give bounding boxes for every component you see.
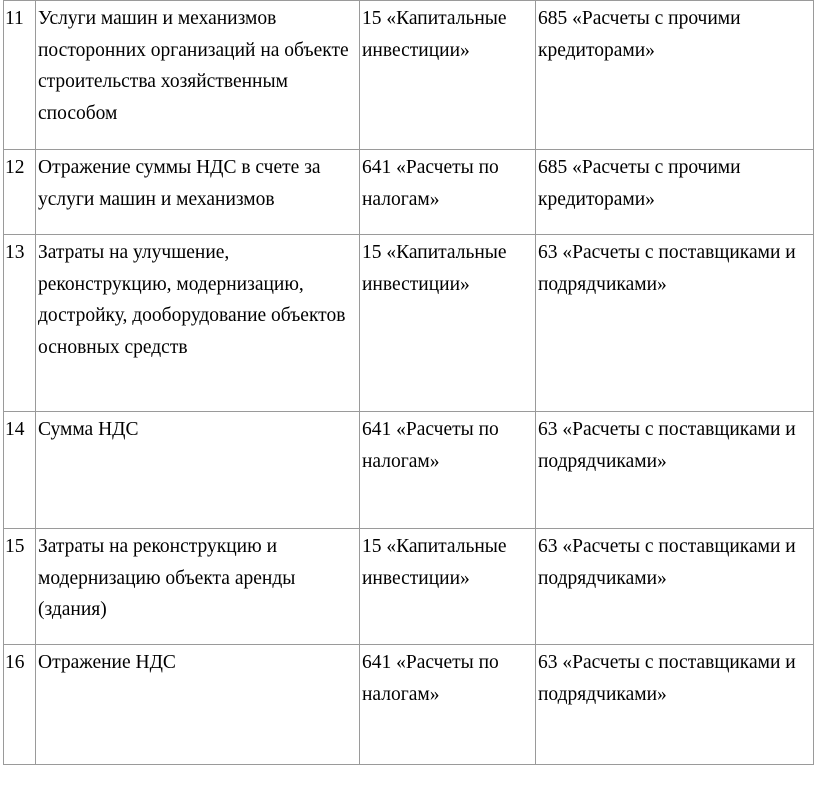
credit-account: 63 «Расчеты с поставщиками и подрядчиками»: [536, 235, 814, 412]
debit-account: 641 «Расчеты по налогам»: [360, 150, 536, 235]
operation-description: Услуги машин и механизмов посторонних организаций на объекте строительства хозяйственным способом: [36, 1, 360, 150]
debit-account: 641 «Расчеты по налогам»: [360, 412, 536, 529]
row-number: 11: [4, 1, 36, 150]
table-row: [4, 150, 814, 235]
operation-description: Затраты на реконструкцию и модернизацию объекта аренды (здания): [36, 529, 360, 645]
row-number: 14: [4, 412, 36, 529]
row-number: 13: [4, 235, 36, 412]
row-number: 15: [4, 529, 36, 645]
accounting-entries-table: [3, 0, 814, 765]
operation-description: Отражение суммы НДС в счете за услуги машин и механизмов: [36, 150, 360, 235]
operation-description: Сумма НДС: [36, 412, 360, 529]
table-row: [4, 235, 814, 412]
table-row: [4, 1, 814, 150]
credit-account: 685 «Расчеты с прочими кредиторами»: [536, 1, 814, 150]
operation-description: Затраты на улучшение, реконструкцию, модернизацию, достройку, дооборудование объектов основных средств: [36, 235, 360, 412]
operation-description: Отражение НДС: [36, 645, 360, 765]
debit-account: 15 «Капитальные инвестиции»: [360, 235, 536, 412]
credit-account: 63 «Расчеты с поставщиками и подрядчиками»: [536, 412, 814, 529]
credit-account: 685 «Расчеты с прочими кредиторами»: [536, 150, 814, 235]
debit-account: 641 «Расчеты по налогам»: [360, 645, 536, 765]
debit-account: 15 «Капитальные инвестиции»: [360, 1, 536, 150]
credit-account: 63 «Расчеты с поставщиками и подрядчиками»: [536, 529, 814, 645]
row-number: 12: [4, 150, 36, 235]
credit-account: 63 «Расчеты с поставщиками и подрядчиками»: [536, 645, 814, 765]
table-row: [4, 412, 814, 529]
table-row: [4, 645, 814, 765]
debit-account: 15 «Капитальные инвестиции»: [360, 529, 536, 645]
row-number: 16: [4, 645, 36, 765]
table-row: [4, 529, 814, 645]
